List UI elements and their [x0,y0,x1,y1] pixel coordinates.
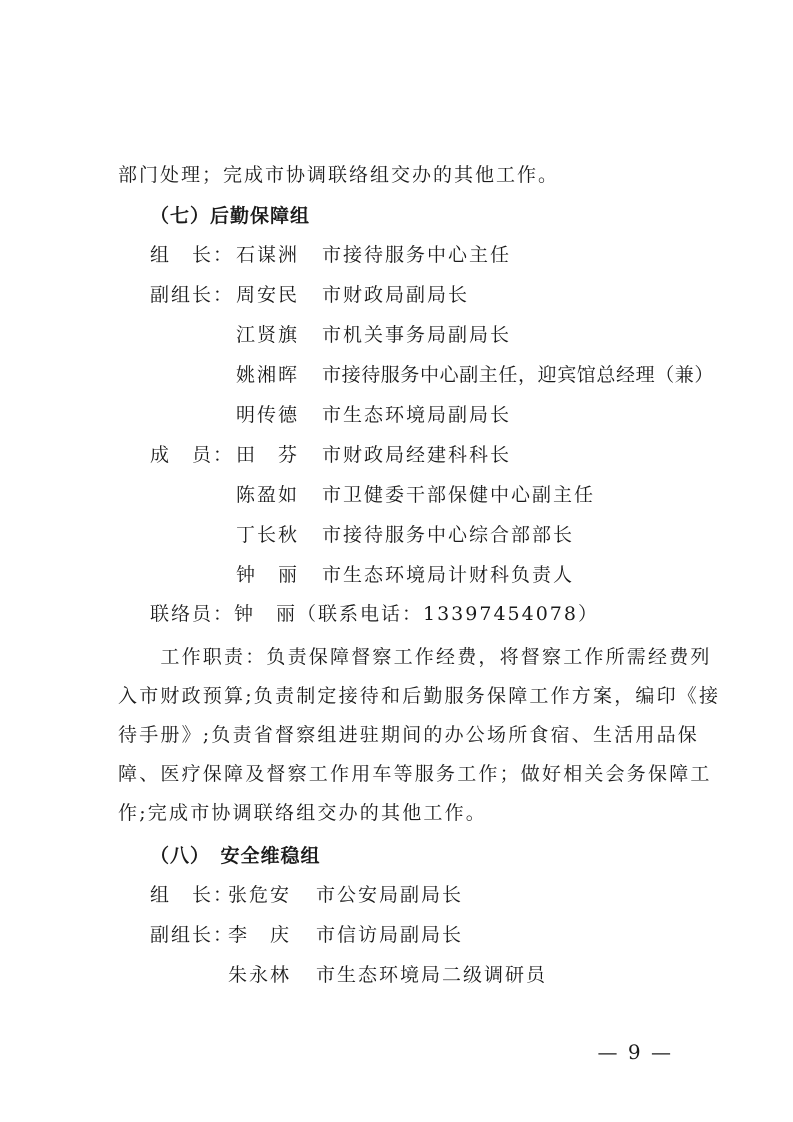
roster-name: 陈盈如 [236,484,300,506]
intro-line: 部门处理；完成市协调联络组交办的其他工作。 [118,164,560,186]
roster-name: 钟 丽 [236,564,300,586]
roster-title: 市公安局副局长 [316,884,464,906]
roster-title: 市生态环境局计财科负责人 [322,564,575,586]
roster-title: 市接待服务中心综合部部长 [322,524,575,546]
duties-line: 障、医疗保障及督察工作用车等服务工作；做好相关会务保障工 [118,763,712,785]
roster-title: 市财政局经建科科长 [322,444,512,466]
roster-title: 市生态环境局副局长 [322,404,512,426]
liaison-line: 联络员：钟 丽（联系电话：13397454078） [150,603,599,625]
roster-title: 市机关事务局副局长 [322,324,512,346]
roster-name: 周安民 [236,284,300,306]
roster-role: 组 长： [150,884,235,906]
roster-name: 李 庆 [228,924,292,946]
roster-name: 田 芬 [236,444,300,466]
roster-name: 姚湘晖 [236,364,300,386]
duties-line: 入市财政预算;负责制定接待和后勤服务保障工作方案，编印《接 [118,685,721,707]
roster-title: 市卫健委干部保健中心副主任 [322,484,596,506]
roster-title: 市财政局副局长 [322,284,470,306]
duties-line: 工作职责：负责保障督察工作经费，将督察工作所需经费列 [118,646,712,668]
roster-title: 市生态环境局二级调研员 [316,964,548,986]
roster-role: 成 员： [150,444,235,466]
roster-name: 江贤旗 [236,324,300,346]
roster-name: 丁长秋 [236,524,300,546]
page-number: — 9 — [597,1040,673,1064]
roster-name: 朱永林 [228,964,292,986]
roster-role: 组 长： [150,244,235,266]
roster-role: 副组长： [150,284,235,306]
roster-name: 明传德 [236,404,300,426]
section-7-heading: （七）后勤保障组 [150,205,311,227]
roster-name: 石谋洲 [236,244,300,266]
duties-line: 待手册》;负责省督察组进驻期间的办公场所食宿、生活用品保 [118,724,700,746]
roster-role: 副组长： [150,924,235,946]
roster-title: 市接待服务中心副主任，迎宾馆总经理（兼） [322,364,715,386]
section-8-heading: （八） 安全维稳组 [150,845,321,867]
roster-name: 张危安 [228,884,292,906]
roster-title: 市信访局副局长 [316,924,464,946]
roster-title: 市接待服务中心主任 [322,244,512,266]
duties-line: 作;完成市协调联络组交办的其他工作。 [118,802,488,824]
